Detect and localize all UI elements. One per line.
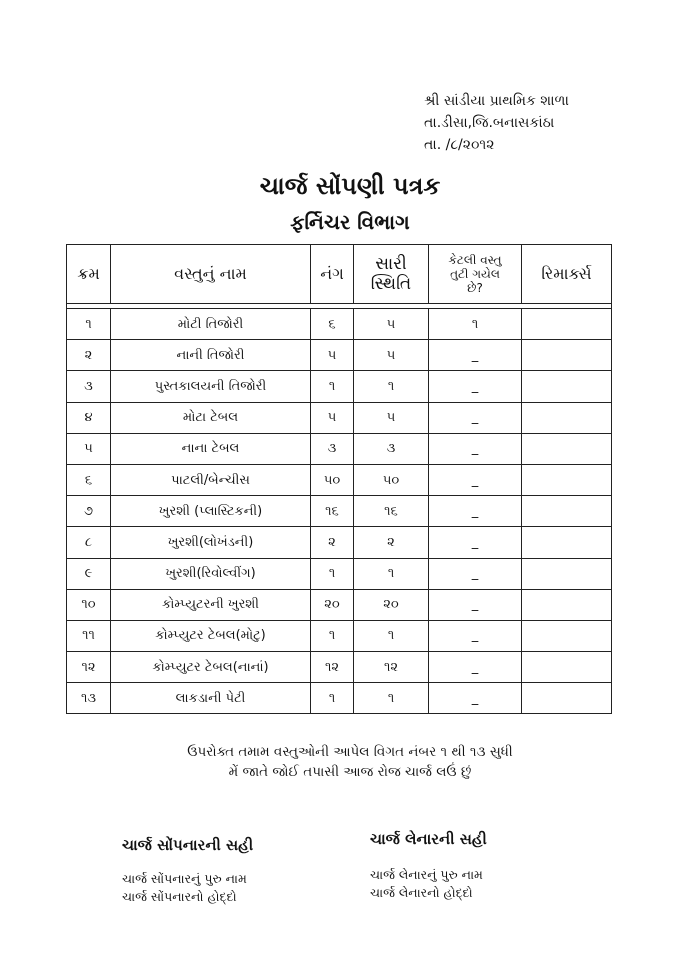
inventory-table bbox=[66, 244, 612, 714]
cell-item-name: કોમ્પ્યુટર ટેબલ(નાનાં) bbox=[111, 652, 311, 683]
cell-remarks bbox=[522, 371, 612, 402]
header-remarks: રિમાર્ક્સ bbox=[522, 245, 612, 304]
cell-quantity: ૧ bbox=[311, 683, 354, 714]
table-header-row bbox=[67, 245, 612, 304]
document-subtitle: ફર્નિચર વિભાગ bbox=[290, 210, 410, 234]
cell-quantity: ૧૨ bbox=[311, 652, 354, 683]
cell-good-condition: ૧૨ bbox=[354, 652, 429, 683]
header-good-line-1: સારી bbox=[375, 254, 407, 274]
cell-item-name: કોમ્પ્યુટર ટેબલ(મોટુ) bbox=[111, 620, 311, 651]
table-row bbox=[67, 527, 612, 558]
table-row bbox=[67, 620, 612, 651]
cell-broken-count: _ bbox=[429, 433, 522, 464]
school-location: તા.ડીસા,જિ.બનાસકાંઠા bbox=[424, 115, 555, 131]
header-broken-count bbox=[429, 245, 522, 304]
cell-broken-count: _ bbox=[429, 402, 522, 433]
header-item-name: વસ્તુનું નામ bbox=[111, 245, 311, 304]
cell-serial: ૪ bbox=[67, 402, 111, 433]
cell-broken-count: _ bbox=[429, 340, 522, 371]
handover-name-line: ચાર્જ સોંપનારનું પુરુ નામ bbox=[122, 871, 247, 886]
cell-serial: ૧૧ bbox=[67, 620, 111, 651]
handover-signature-lines bbox=[122, 870, 247, 906]
handover-signature-heading: ચાર્જ સોંપનારની સહી bbox=[122, 836, 254, 854]
receiver-signature-heading: ચાર્જ લેનારની સહી bbox=[370, 830, 487, 848]
cell-item-name: લાકડાની પેટી bbox=[111, 683, 311, 714]
cell-quantity: ૧૬ bbox=[311, 496, 354, 527]
cell-remarks bbox=[522, 464, 612, 495]
cell-remarks bbox=[522, 589, 612, 620]
cell-good-condition: ૫૦ bbox=[354, 464, 429, 495]
inventory-rows bbox=[67, 309, 612, 714]
school-header bbox=[424, 90, 684, 156]
cell-remarks bbox=[522, 340, 612, 371]
cell-good-condition: ૩ bbox=[354, 433, 429, 464]
table-row bbox=[67, 340, 612, 371]
cell-good-condition: ૫ bbox=[354, 340, 429, 371]
cell-good-condition: ૧ bbox=[354, 683, 429, 714]
table-row bbox=[67, 309, 612, 340]
header-serial: ક્રમ bbox=[67, 245, 111, 304]
cell-broken-count: _ bbox=[429, 496, 522, 527]
cell-serial: ૧ bbox=[67, 309, 111, 340]
cell-item-name: કોમ્પ્યુટરની ખુરશી bbox=[111, 589, 311, 620]
cell-item-name: ખુરશી (પ્લાસ્ટિકની) bbox=[111, 496, 311, 527]
cell-quantity: ૧ bbox=[311, 371, 354, 402]
document-date: તા. /૮/૨૦૧૨ bbox=[424, 137, 495, 153]
cell-item-name: મોટા ટેબલ bbox=[111, 402, 311, 433]
cell-serial: ૧૨ bbox=[67, 652, 111, 683]
cell-item-name: નાના ટેબલ bbox=[111, 433, 311, 464]
cell-good-condition: ૫ bbox=[354, 309, 429, 340]
table-row bbox=[67, 652, 612, 683]
table-row bbox=[67, 464, 612, 495]
cell-broken-count: _ bbox=[429, 558, 522, 589]
header-broken-line-3: છે? bbox=[467, 281, 483, 295]
school-name: શ્રી સાંડીયા પ્રાથમિક શાળા bbox=[424, 93, 569, 109]
cell-broken-count: _ bbox=[429, 683, 522, 714]
cell-good-condition: ૧ bbox=[354, 371, 429, 402]
cell-quantity: ૫ bbox=[311, 340, 354, 371]
receiver-signature-lines bbox=[370, 866, 483, 902]
cell-item-name: નાની તિજોરી bbox=[111, 340, 311, 371]
cell-broken-count: _ bbox=[429, 527, 522, 558]
cell-quantity: ૨ bbox=[311, 527, 354, 558]
cell-remarks bbox=[522, 652, 612, 683]
cell-remarks bbox=[522, 496, 612, 527]
header-broken-line-1: કેટલી વસ્તુ bbox=[448, 253, 502, 267]
cell-item-name: ખુરશી(રિવોલ્વીંગ) bbox=[111, 558, 311, 589]
table-row bbox=[67, 496, 612, 527]
cell-broken-count: _ bbox=[429, 371, 522, 402]
cell-good-condition: ૧ bbox=[354, 558, 429, 589]
cell-serial: ૮ bbox=[67, 527, 111, 558]
cell-remarks bbox=[522, 683, 612, 714]
cell-quantity: ૧ bbox=[311, 558, 354, 589]
table-row bbox=[67, 371, 612, 402]
declaration-text bbox=[0, 742, 700, 782]
cell-quantity: ૬ bbox=[311, 309, 354, 340]
table-row bbox=[67, 558, 612, 589]
receiver-post-line: ચાર્જ લેનારનો હોદ્દો bbox=[370, 885, 473, 900]
cell-broken-count: _ bbox=[429, 620, 522, 651]
cell-serial: ૭ bbox=[67, 496, 111, 527]
cell-item-name: ખુરશી(લોખંડની) bbox=[111, 527, 311, 558]
table-row bbox=[67, 683, 612, 714]
cell-remarks bbox=[522, 402, 612, 433]
cell-broken-count: ૧ bbox=[429, 309, 522, 340]
header-good-line-2: સ્થિતિ bbox=[370, 274, 412, 294]
cell-good-condition: ૧ bbox=[354, 620, 429, 651]
cell-item-name: પાટલી/બેન્ચીસ bbox=[111, 464, 311, 495]
cell-good-condition: ૧૬ bbox=[354, 496, 429, 527]
cell-quantity: ૫૦ bbox=[311, 464, 354, 495]
header-broken-line-2: તુટી ગયેલ bbox=[450, 267, 500, 281]
cell-good-condition: ૫ bbox=[354, 402, 429, 433]
cell-quantity: ૫ bbox=[311, 402, 354, 433]
cell-good-condition: ૨૦ bbox=[354, 589, 429, 620]
cell-broken-count: _ bbox=[429, 652, 522, 683]
cell-serial: ૩ bbox=[67, 371, 111, 402]
cell-quantity: ૨૦ bbox=[311, 589, 354, 620]
declaration-line-2: મેં જાતે જોઈ તપાસી આજ રોજ ચાર્જ લઉં છું bbox=[228, 764, 472, 780]
cell-quantity: ૧ bbox=[311, 620, 354, 651]
header-good-condition bbox=[354, 245, 429, 304]
cell-serial: ૧૦ bbox=[67, 589, 111, 620]
handover-post-line: ચાર્જ સોંપનારનો હોદ્દો bbox=[122, 889, 237, 904]
cell-remarks bbox=[522, 433, 612, 464]
cell-item-name: મોટી તિજોરી bbox=[111, 309, 311, 340]
table-row bbox=[67, 402, 612, 433]
cell-remarks bbox=[522, 309, 612, 340]
cell-item-name: પુસ્તકાલયની તિજોરી bbox=[111, 371, 311, 402]
cell-remarks bbox=[522, 527, 612, 558]
cell-serial: ૯ bbox=[67, 558, 111, 589]
cell-serial: ૬ bbox=[67, 464, 111, 495]
document-title: ચાર્જ સોંપણી પત્રક bbox=[259, 172, 441, 200]
table-row bbox=[67, 433, 612, 464]
cell-serial: ૧૩ bbox=[67, 683, 111, 714]
cell-broken-count: _ bbox=[429, 464, 522, 495]
declaration-line-1: ઉપરોક્ત તમામ વસ્તુઓની આપેલ વિગત નંબર ૧ થી ૧૩ સુધી bbox=[187, 744, 513, 760]
receiver-name-line: ચાર્જ લેનારનું પુરુ નામ bbox=[370, 867, 483, 882]
table-row bbox=[67, 589, 612, 620]
cell-broken-count: _ bbox=[429, 589, 522, 620]
cell-remarks bbox=[522, 620, 612, 651]
cell-serial: ૨ bbox=[67, 340, 111, 371]
cell-good-condition: ૨ bbox=[354, 527, 429, 558]
cell-remarks bbox=[522, 558, 612, 589]
cell-quantity: ૩ bbox=[311, 433, 354, 464]
cell-serial: ૫ bbox=[67, 433, 111, 464]
header-quantity: નંગ bbox=[311, 245, 354, 304]
